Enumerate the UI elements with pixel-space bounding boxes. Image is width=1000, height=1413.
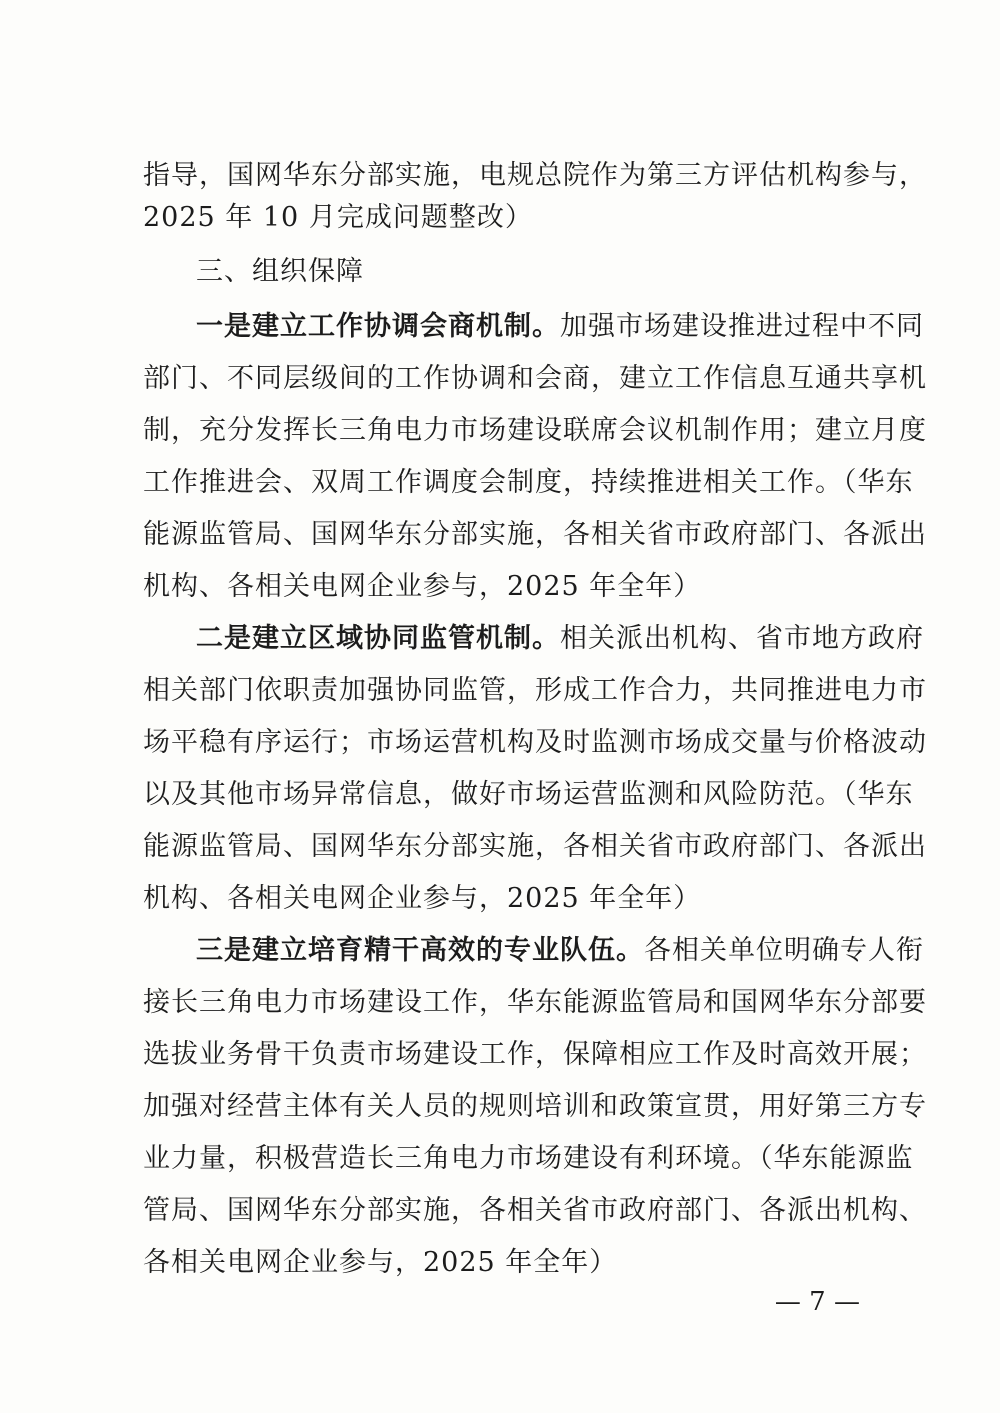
- paragraph-first-line: 三是建立培育精干高效的专业队伍。各相关单位明确专人衔: [196, 935, 924, 966]
- paragraph-heading: 三是建立培育精干高效的专业队伍。: [196, 935, 644, 966]
- text-line: 制，充分发挥长三角电力市场建设联席会议机制作用；建立月度: [143, 415, 927, 446]
- paragraph-first-line: 一是建立工作协调会商机制。加强市场建设推进过程中不同: [196, 311, 924, 342]
- text-line: 选拔业务骨干负责市场建设工作，保障相应工作及时高效开展；: [143, 1039, 927, 1070]
- text-line: 部门、不同层级间的工作协调和会商，建立工作信息互通共享机: [143, 363, 927, 394]
- text-line: 机构、各相关电网企业参与，2025 年全年）: [143, 571, 702, 602]
- text-line: 以及其他市场异常信息，做好市场运营监测和风险防范。（华东: [143, 779, 914, 810]
- text-line: 机构、各相关电网企业参与，2025 年全年）: [143, 883, 702, 914]
- text-line: 指导，国网华东分部实施，电规总院作为第三方评估机构参与，: [143, 160, 927, 191]
- text-line: 各相关电网企业参与，2025 年全年）: [143, 1247, 618, 1278]
- text-line: 工作推进会、双周工作调度会制度，持续推进相关工作。（华东: [143, 467, 914, 498]
- text-line: 加强对经营主体有关人员的规则培训和政策宣贯，用好第三方专: [143, 1091, 927, 1122]
- section-heading: 三、组织保障: [196, 256, 364, 287]
- page-number: — 7 —: [774, 1287, 860, 1317]
- text-line: 管局、国网华东分部实施，各相关省市政府部门、各派出机构、: [143, 1195, 927, 1226]
- paragraph-heading: 一是建立工作协调会商机制。: [196, 311, 560, 342]
- text-line: 业力量，积极营造长三角电力市场建设有利环境。（华东能源监: [143, 1143, 914, 1174]
- text-line: 接长三角电力市场建设工作，华东能源监管局和国网华东分部要: [143, 987, 927, 1018]
- text-line: 相关部门依职责加强协同监管，形成工作合力，共同推进电力市: [143, 675, 927, 706]
- paragraph-first-line: 二是建立区域协同监管机制。相关派出机构、省市地方政府: [196, 623, 924, 654]
- text-line: 场平稳有序运行；市场运营机构及时监测市场成交量与价格波动: [143, 727, 927, 758]
- text-line: 能源监管局、国网华东分部实施，各相关省市政府部门、各派出: [143, 519, 927, 550]
- paragraph-heading: 二是建立区域协同监管机制。: [196, 623, 560, 654]
- text-line: 2025 年 10 月完成问题整改）: [143, 202, 533, 233]
- text-line: 能源监管局、国网华东分部实施，各相关省市政府部门、各派出: [143, 831, 927, 862]
